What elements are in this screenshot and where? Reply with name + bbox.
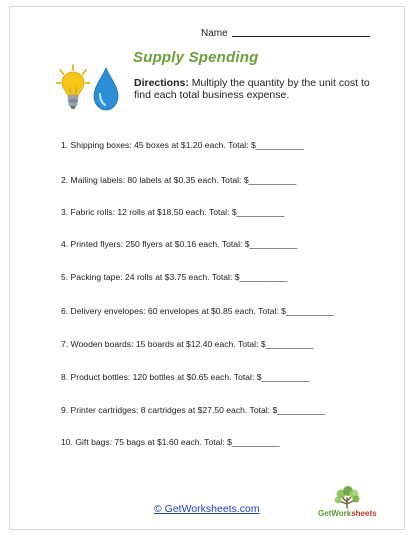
copyright-link[interactable]: © GetWorksheets.com — [154, 503, 260, 515]
logo-part1: GetWork — [318, 509, 352, 518]
logo-wordmark — [318, 509, 377, 518]
directions-label: Directions: — [134, 77, 189, 89]
name-line — [232, 27, 370, 37]
page-title: Supply Spending — [133, 49, 259, 66]
problem-item: 1. Shipping boxes: 45 boxes at $1.20 each. Total: $__________ — [61, 140, 304, 150]
problem-item: 9. Printer cartridges: 8 cartridges at $27.50 each. Total: $__________ — [61, 405, 326, 415]
name-field-row — [201, 27, 370, 39]
problem-item: 4. Printed flyers: 250 flyers at $0.16 each. Total: $__________ — [61, 239, 298, 249]
problem-item: 3. Fabric rolls: 12 rolls at $18.50 each. Total: $__________ — [61, 207, 285, 217]
problem-item: 6. Delivery envelopes: 60 envelopes at $0.85 each. Total: $__________ — [61, 306, 334, 316]
directions-text — [134, 77, 382, 101]
problem-item: 5. Packing tape: 24 rolls at $3.75 each. Total: $__________ — [61, 272, 288, 282]
directions-body: Multiply the quantity by the unit cost to find each total business expense. — [134, 77, 370, 101]
tree-logo-icon — [312, 484, 382, 524]
logo-part2: sheets — [351, 509, 377, 518]
problem-item: 7. Wooden boards: 15 boards at $12.40 each. Total: $__________ — [61, 339, 314, 349]
water-drop-icon — [91, 66, 121, 112]
name-label: Name — [201, 28, 228, 39]
lightbulb-icon — [56, 64, 90, 114]
problem-item: 2. Mailing labels: 80 labels at $0.35 each. Total: $__________ — [61, 175, 297, 185]
problem-item: 10. Gift bags: 75 bags at $1.60 each. Total: $__________ — [61, 437, 280, 447]
problem-item: 8. Product bottles: 120 bottles at $0.65 each. Total: $__________ — [61, 372, 310, 382]
